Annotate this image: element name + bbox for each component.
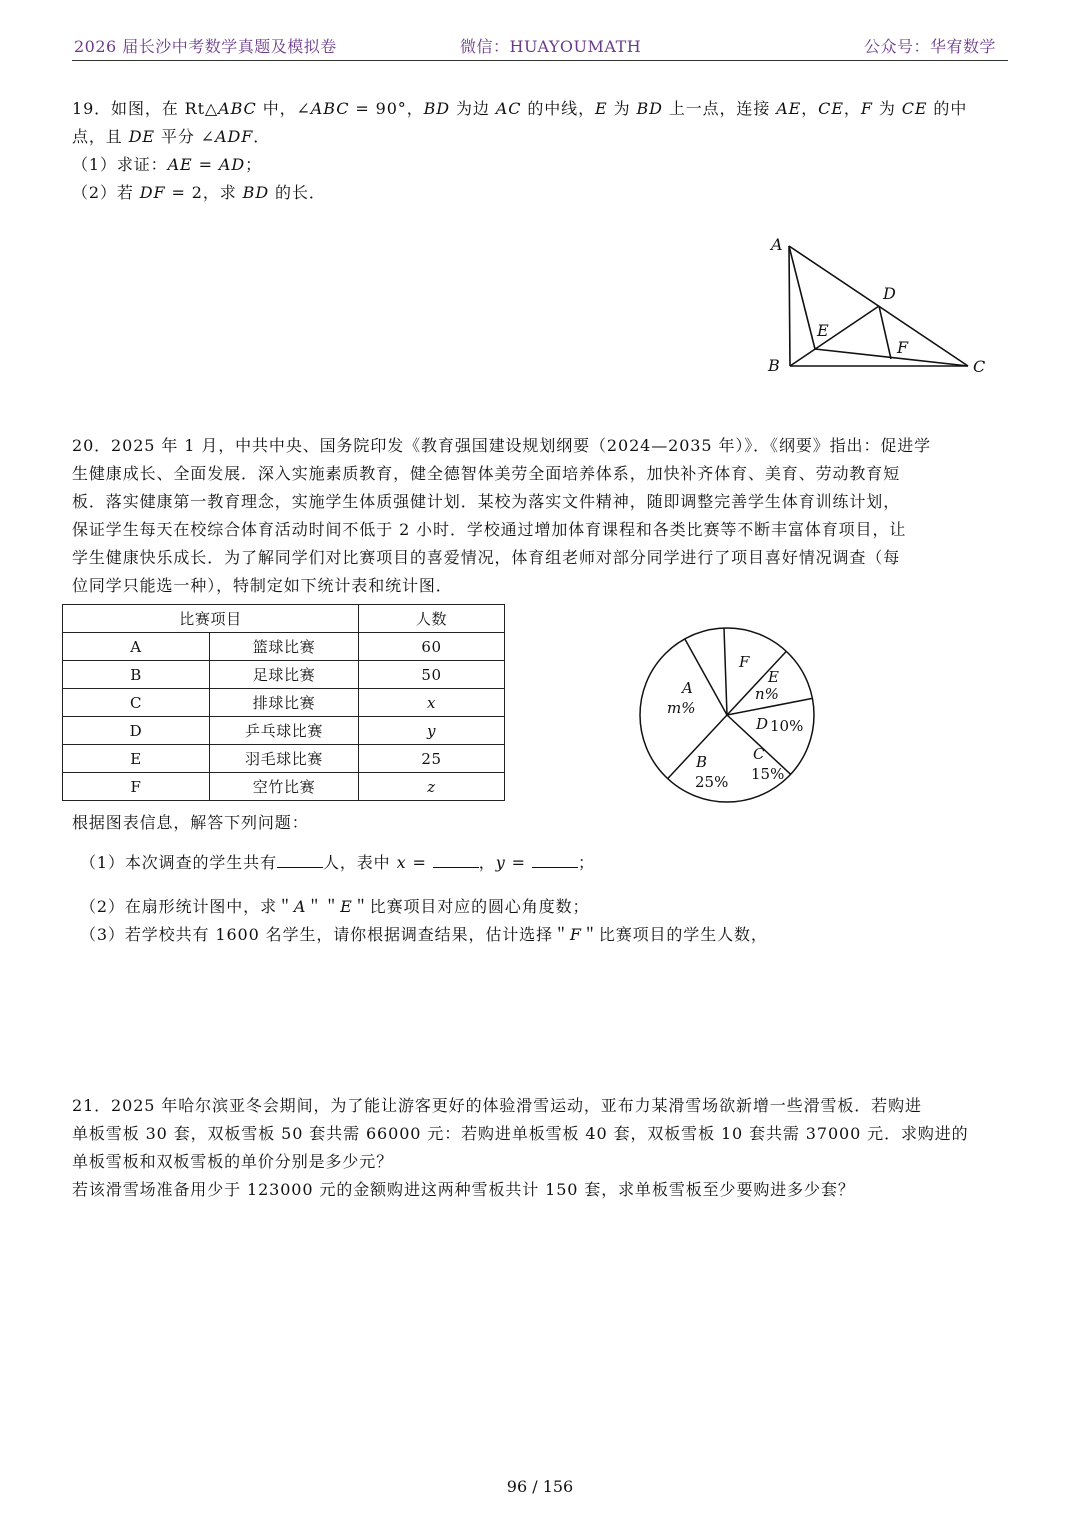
page-header [72,30,1008,61]
row-count: 50 [359,661,505,689]
q19-line-2: 点，且 DE 平分 ∠ADF． [72,127,271,146]
answer-blank [532,853,578,868]
pie-slice-boundary-1 [724,628,727,715]
triangle-figure [760,230,1000,380]
label-b: B [768,356,780,375]
q20-line-4: 保证学生每天在校综合体育活动时间不低于 2 小时．学校通过增加体育课程和各类比赛等不断丰富体育项目，让 [72,520,907,539]
header-count: 人数 [359,605,505,633]
q19-part-2: （2）若 DF = 2，求 BD 的长． [72,183,326,202]
row-code: B [63,661,210,689]
q20-line-3: 板．落实健康第一教育理念，实施学生体质强健计划．某校为落实文件精神，随即调整完善学生体育训练计划， [72,492,901,511]
pie-label-b-pct: 25% [695,773,729,791]
row-name: 乒乓球比赛 [210,717,359,745]
label-f: F [897,338,909,357]
header-item: 比赛项目 [63,605,359,633]
row-count: 60 [359,633,505,661]
pie-label-e-pct: n% [755,685,779,703]
row-count: y [359,717,505,745]
label-a: A [771,235,783,254]
row-code: E [63,745,210,773]
table-row [63,745,505,773]
pie-label-a-pct: m% [667,699,696,717]
table-header-row [63,605,505,633]
row-count: 25 [359,745,505,773]
q21-line-3: 单板雪板和双板雪板的单价分别是多少元？ [72,1152,394,1171]
label-c: C [973,357,986,376]
row-count: x [359,689,505,717]
pie-label-d: D [756,715,769,733]
row-code: C [63,689,210,717]
q20-line-6: 位同学只能选一种），特制定如下统计表和统计图． [72,576,453,595]
pie-label-e: E [768,668,779,686]
pie-chart [630,620,830,810]
row-name: 足球比赛 [210,661,359,689]
label-d: D [883,284,896,303]
pie-label-c-pct: 15% [751,765,785,783]
page-number: 96 / 156 [506,1477,574,1496]
row-code: F [63,773,210,801]
row-name: 羽毛球比赛 [210,745,359,773]
row-name: 排球比赛 [210,689,359,717]
table-row [63,773,505,801]
stats-table [62,604,505,801]
table-row [63,661,505,689]
row-code: D [63,717,210,745]
q20-sub-2: （2）在扇形统计图中，求＂A＂＂E＂比赛项目对应的圆心角度数； [80,897,590,916]
segment-bd [790,306,879,366]
q20-line-5: 学生健康快乐成长．为了解同学们对比赛项目的喜爱情况，体育组老师对部分同学进行了项目喜好情况调查（每 [72,548,901,567]
row-name: 空竹比赛 [210,773,359,801]
pie-label-c: C [753,745,765,763]
answer-blank [277,853,323,868]
q20-instructions: 根据图表信息，解答下列问题： [72,813,309,832]
header-official-account: 公众号：华宥数学 [863,37,996,56]
row-name: 篮球比赛 [210,633,359,661]
header-wechat: 微信：HUAYOUMATH [460,37,642,56]
pie-label-d-pct: 10% [770,717,804,735]
row-count: z [359,773,505,801]
q21-line-2: 单板雪板 30 套，双板雪板 50 套共需 66000 元：若购进单板雪板 40 套，双板雪板 10 套共需 37000 元．求购进的 [72,1124,969,1143]
q21-line-4: 若该滑雪场准备用少于 123000 元的金额购进这两种雪板共计 150 套，求单板雪板至少要购进多少套？ [72,1180,855,1199]
answer-blank [433,853,479,868]
row-code: A [63,633,210,661]
label-e: E [817,321,829,340]
q21-line-1: 21．2025 年哈尔滨亚冬会期间，为了能让游客更好的体验滑雪运动，亚布力某滑雪场欲新增一些滑雪板．若购进 [72,1096,922,1115]
pie-label-a: A [682,679,693,697]
q19-part-1: （1）求证：AE = AD； [72,155,263,174]
table-row [63,689,505,717]
segment-ab [789,246,790,366]
q20-line-1: 20．2025 年 1 月，中共中央、国务院印发《教育强国建设规划纲要（2024—2035 年）》．《纲要》指出：促进学 [72,436,932,455]
table-row [63,633,505,661]
q20-sub-3: （3）若学校共有 1600 名学生，请你根据调查结果，估计选择＂F＂比赛项目的学生人数， [80,925,768,944]
q20-sub-1: （1）本次调查的学生共有 人，表中 x = ，y = ； [80,853,595,872]
pie-label-f: F [739,653,750,671]
q19-line-1: 19．如图，在 Rt△ABC 中，∠ABC = 90°，BD 为边 AC 的中线，E 为 BD 上一点，连接 AE，CE，F 为 CE 的中 [72,99,968,118]
q20-line-2: 生健康成长、全面发展．深入实施素质教育，健全德智体美劳全面培养体系，加快补齐体育、美育、劳动教育短 [72,464,901,483]
header-title: 2026 届长沙中考数学真题及模拟卷 [74,37,337,56]
pie-label-b: B [696,753,708,771]
table-row [63,717,505,745]
